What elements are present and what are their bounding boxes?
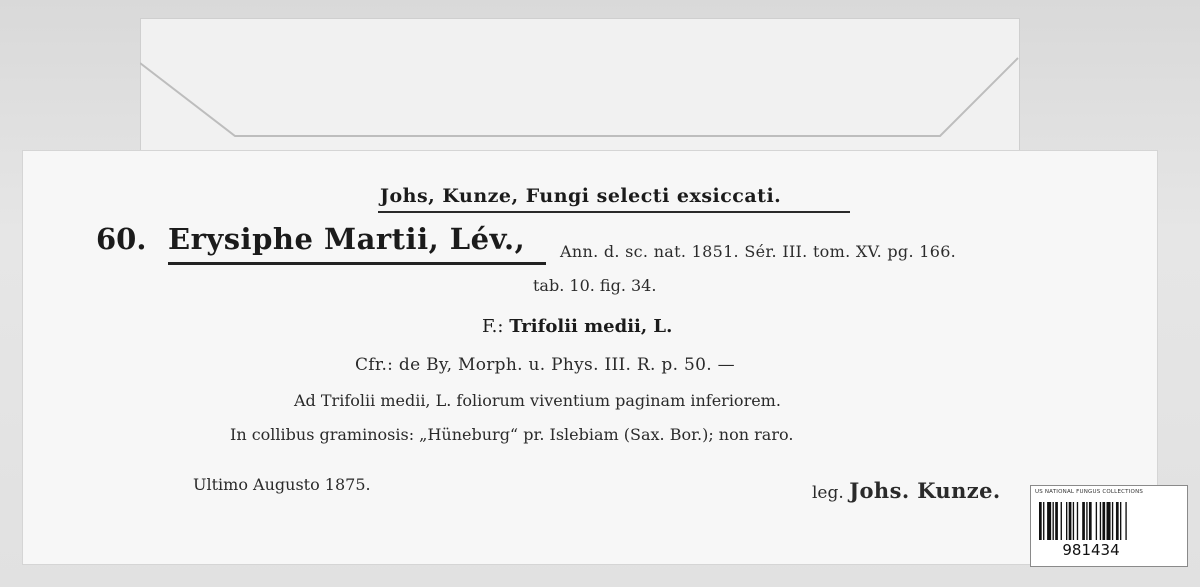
barcode-bar: [1055, 502, 1058, 540]
barcode-bar: [1107, 502, 1111, 540]
locality-text: In collibus graminosis: „Hüneburg“ pr. Islebiam (Sax. Bor.); non raro.: [230, 425, 794, 444]
barcode-bar: [1077, 502, 1078, 540]
barcode-label: [1030, 485, 1188, 567]
barcode-bar: [1066, 502, 1067, 540]
barcode-bar: [1116, 502, 1119, 540]
host-forma: [482, 316, 672, 337]
barcode-bar: [1061, 502, 1062, 540]
citation: Ann. d. sc. nat. 1851. Sér. III. tom. XV. pg. 166.: [560, 242, 957, 261]
forma-host-name: Trifolii medii, L.: [509, 316, 673, 337]
habitat-text: Ad Trifolii medii, L. foliorum viventium paginam inferiorem.: [294, 391, 781, 410]
barcode-number: 981434: [1062, 541, 1120, 559]
species-name: Erysiphe Martii, Lév.,: [168, 222, 526, 256]
collection-date: Ultimo Augusto 1875.: [193, 475, 371, 494]
species-underline: [168, 262, 546, 265]
collector-name: Johs. Kunze.: [849, 478, 1001, 503]
barcode-bar: [1120, 502, 1121, 540]
barcode-bar: [1069, 502, 1072, 540]
barcode-bar: [1043, 502, 1044, 540]
barcode-bar: [1082, 502, 1085, 540]
barcode-bar: [1073, 502, 1074, 540]
barcode-bar: [1086, 502, 1087, 540]
series-title: Johs, Kunze, Fungi selecti exsiccati.: [380, 185, 782, 207]
barcode-image: [1037, 502, 1181, 540]
series-title-underline: [378, 211, 850, 213]
envelope-flap: [140, 18, 1020, 138]
barcode-bar: [1039, 502, 1042, 540]
barcode-bar: [1112, 502, 1113, 540]
barcode-bar: [1125, 502, 1126, 540]
collector: [812, 478, 1001, 503]
barcode-bar: [1089, 502, 1092, 540]
barcode-bar: [1047, 502, 1051, 540]
collector-prefix: leg.: [812, 483, 850, 503]
forma-prefix: F.:: [482, 316, 510, 337]
barcode-bar: [1100, 502, 1101, 540]
barcode-bar: [1053, 502, 1054, 540]
plate-reference: tab. 10. fig. 34.: [533, 276, 657, 295]
barcode-bar: [1096, 502, 1097, 540]
comparison-reference: Cfr.: de By, Morph. u. Phys. III. R. p. 50. —: [355, 355, 735, 375]
barcode-bar: [1102, 502, 1105, 540]
barcode-header: US NATIONAL FUNGUS COLLECTIONS: [1035, 489, 1144, 495]
specimen-number: 60.: [96, 222, 147, 256]
